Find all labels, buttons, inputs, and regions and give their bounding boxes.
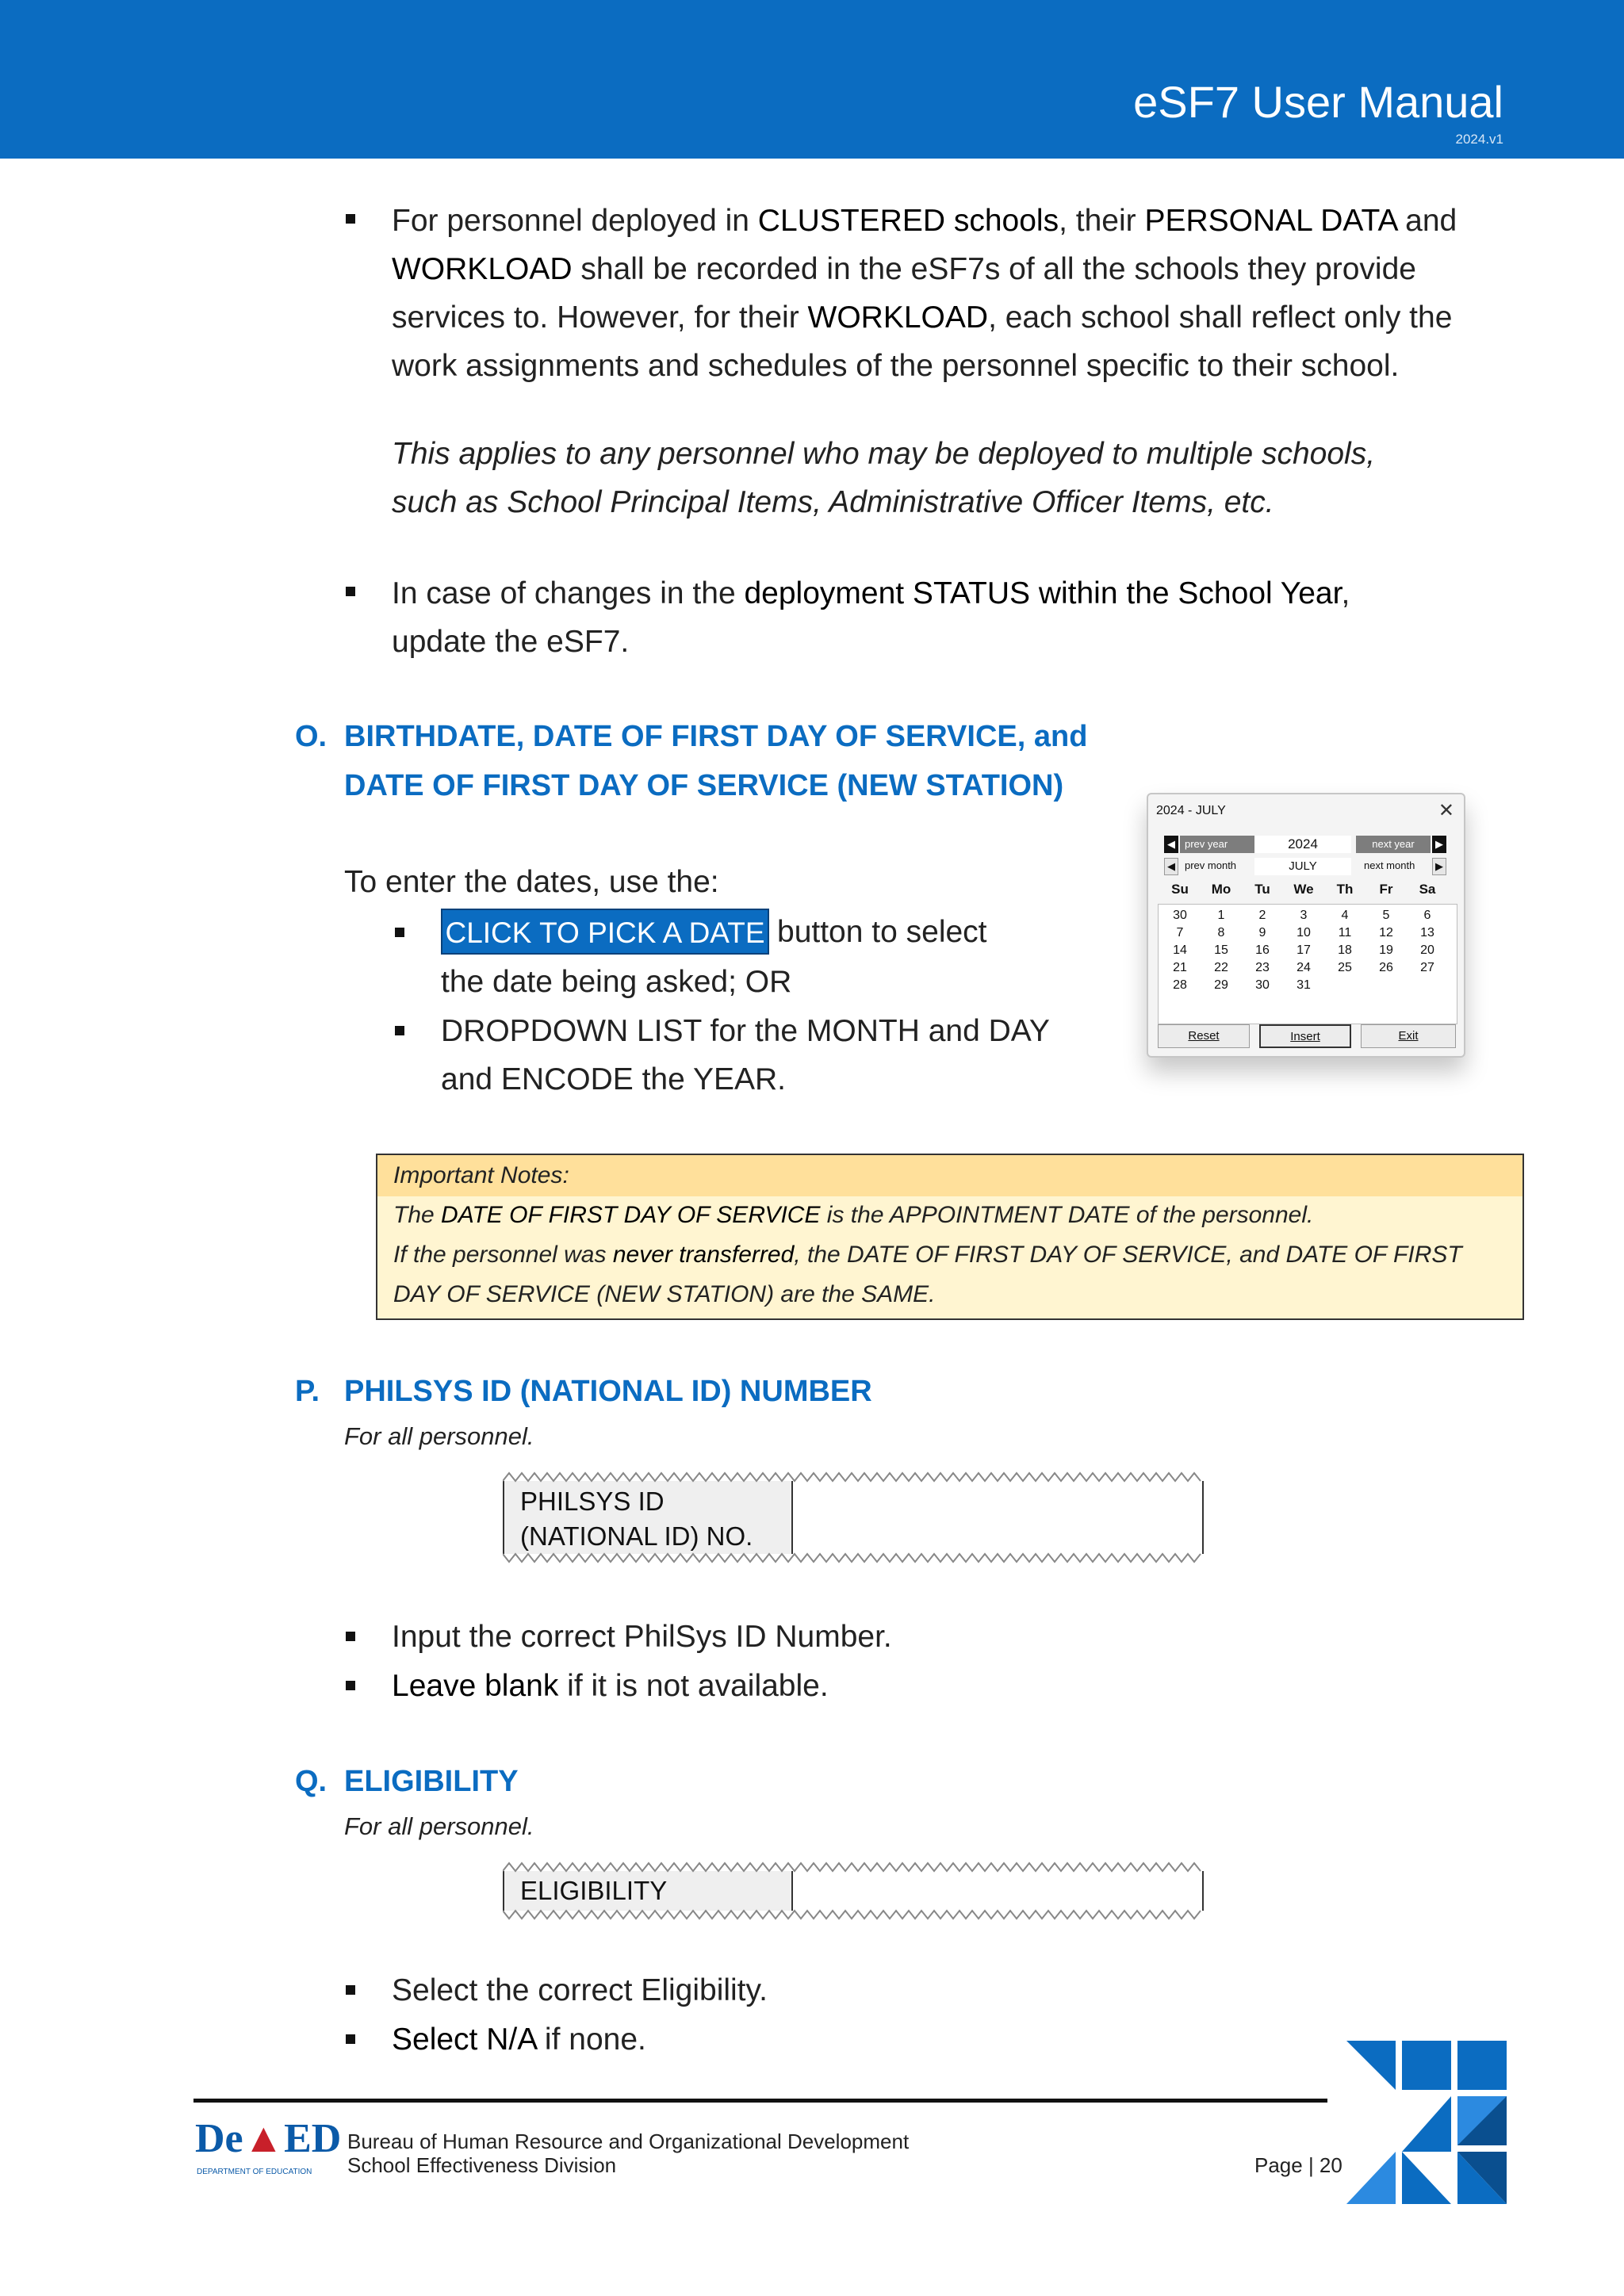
paragraph-multiple-schools-note (392, 430, 1375, 526)
calendar-day[interactable]: 17 (1297, 943, 1311, 957)
calendar-day[interactable]: 6 (1423, 909, 1431, 922)
philsys-instruction-2 (392, 1662, 829, 1710)
weekday-header: Sa (1419, 882, 1436, 897)
torn-edge-top (503, 1471, 1204, 1483)
section-o-letter: O. (295, 720, 327, 753)
text-run: and (1396, 204, 1457, 238)
emphasis-clustered: CLUSTERED schools (757, 204, 1059, 238)
month-field[interactable]: JULY (1254, 858, 1351, 875)
text-run: services to. However, for their (392, 300, 808, 335)
calendar-day[interactable]: 5 (1382, 909, 1390, 922)
section-title-line: BIRTHDATE, DATE OF FIRST DAY OF SERVICE, and (344, 720, 1088, 753)
text-line (392, 197, 1549, 245)
text-run: Important Notes (393, 1162, 563, 1188)
text-line: (NATIONAL ID) NO. (520, 1521, 753, 1551)
click-to-pick-date-button[interactable]: CLICK TO PICK A DATE (441, 909, 769, 955)
calendar-day[interactable]: 8 (1217, 926, 1225, 939)
paragraph-clustered-schools (392, 197, 1549, 390)
bullet-marker (395, 928, 404, 937)
torn-edge-bottom (503, 1552, 1204, 1563)
torch-icon: ▲ (243, 2116, 285, 2161)
important-notes-box (376, 1154, 1524, 1320)
next-month-button[interactable]: next month (1364, 859, 1415, 871)
next-year-arrow-icon[interactable]: ▶ (1432, 836, 1446, 853)
logo-wordmark (195, 2115, 341, 2162)
button-description: button to select (777, 915, 987, 949)
insert-button[interactable]: Insert (1259, 1024, 1351, 1048)
text-run: If the personnel was (393, 1242, 613, 1268)
calendar-day[interactable]: 20 (1420, 943, 1434, 957)
calendar-day[interactable]: 2 (1258, 909, 1266, 922)
text-run: For personnel deployed in (392, 204, 758, 238)
emphasis-workload: WORKLOAD (807, 300, 989, 335)
notes-heading (393, 1162, 569, 1189)
calendar-day[interactable]: 1 (1217, 909, 1225, 922)
calendar-day[interactable]: 13 (1420, 926, 1434, 939)
calendar-day[interactable]: 24 (1297, 961, 1311, 974)
eligibility-instruction-2 (392, 2015, 646, 2064)
bullet-marker (346, 1681, 355, 1690)
text-run: shall be recorded in the eSF7s of all the schools they provide (572, 252, 1416, 286)
logo-text: ED (284, 2116, 342, 2161)
eligibility-field-label: ELIGIBILITY (504, 1871, 793, 1911)
section-p-title: PHILSYS ID (NATIONAL ID) NUMBER (344, 1375, 872, 1408)
bullet-marker (346, 1985, 355, 1995)
calendar-day[interactable]: 3 (1300, 909, 1308, 922)
calendar-day[interactable]: 18 (1338, 943, 1352, 957)
emphasis-first-day-of-service: DATE OF FIRST DAY OF SERVICE (441, 1202, 821, 1228)
philsys-id-input[interactable] (795, 1481, 1201, 1554)
section-q-title: ELIGIBILITY (344, 1765, 519, 1798)
date-picker-dialog (1147, 793, 1465, 1058)
page-header-bar (0, 0, 1624, 159)
text-line (392, 569, 1350, 618)
section-p-letter: P. (295, 1375, 320, 1408)
text-line: DROPDOWN LIST for the MONTH and DAY (441, 1014, 1050, 1048)
section-title-line: DATE OF FIRST DAY OF SERVICE (NEW STATION) (344, 769, 1064, 802)
eligibility-instruction-1: Select the correct Eligibility. (392, 1973, 768, 2007)
reset-button[interactable]: Reset (1158, 1024, 1250, 1048)
bullet-marker (395, 1026, 404, 1035)
date-entry-intro: To enter the dates, use the: (344, 865, 719, 899)
document-version: 2024.v1 (1455, 132, 1503, 147)
calendar-day[interactable]: 23 (1255, 961, 1270, 974)
text-run: , the DATE OF FIRST DAY OF SERVICE, and DATE OF FIRST (794, 1242, 1462, 1268)
torn-edge-bottom (503, 1909, 1204, 1920)
calendar-day[interactable]: 11 (1338, 926, 1352, 939)
text-run: , their (1059, 204, 1145, 238)
prev-year-arrow-icon[interactable]: ◀ (1164, 836, 1178, 853)
calendar-day[interactable]: 27 (1420, 961, 1434, 974)
exit-button[interactable]: Exit (1361, 1024, 1456, 1048)
page-number: Page | 20 (1254, 2153, 1342, 2177)
text-run: In case of changes in the (392, 576, 745, 610)
prev-year-button[interactable]: prev year (1180, 836, 1254, 853)
footer-bureau-name: Bureau of Human Resource and Organizational Development (347, 2130, 910, 2153)
calendar-day[interactable]: 25 (1338, 961, 1352, 974)
section-p-subtitle: For all personnel. (344, 1422, 534, 1450)
section-q-subtitle: For all personnel. (344, 1812, 534, 1840)
next-year-button[interactable]: next year (1356, 836, 1431, 853)
prev-month-button[interactable]: prev month (1185, 859, 1237, 871)
logo-text: De (195, 2116, 243, 2161)
bullet-marker (346, 214, 355, 224)
calendar-day[interactable]: 28 (1173, 978, 1187, 992)
calendar-day[interactable]: 12 (1379, 926, 1393, 939)
text-run: , (1341, 576, 1350, 610)
text-run: The (393, 1202, 442, 1228)
text-line (392, 245, 1549, 293)
weekday-header: We (1293, 882, 1314, 897)
weekday-header: Tu (1254, 882, 1270, 897)
emphasis-never-transferred: never transferred (612, 1242, 795, 1268)
dropdown-instruction (441, 1007, 1050, 1104)
calendar-day[interactable]: 14 (1173, 943, 1187, 957)
calendar-day[interactable]: 16 (1255, 943, 1270, 957)
text-line: PHILSYS ID (520, 1487, 665, 1516)
decorative-blocks-graphic (1346, 2041, 1510, 2204)
bullet-marker (346, 1632, 355, 1641)
text-run: : (562, 1162, 569, 1188)
calendar-day[interactable]: 15 (1214, 943, 1228, 957)
calendar-day[interactable]: 31 (1297, 978, 1311, 992)
text-line: work assignments and schedules of the personnel specific to their school. (392, 349, 1400, 383)
section-q-letter: Q. (295, 1765, 327, 1798)
prev-month-arrow-icon[interactable]: ◀ (1164, 858, 1178, 875)
year-field[interactable]: 2024 (1254, 836, 1351, 853)
calendar-day[interactable]: 29 (1214, 978, 1228, 992)
emphasis-deployment-status: deployment STATUS within the School Year (744, 576, 1342, 610)
weekday-header: Th (1336, 882, 1354, 897)
calendar-day[interactable]: 22 (1214, 961, 1228, 974)
emphasis-select-na: Select N/A (392, 2022, 537, 2057)
text-line (392, 293, 1549, 342)
calendar-day[interactable]: 30 (1173, 909, 1187, 922)
calendar-day[interactable]: 9 (1258, 926, 1266, 939)
text-line: such as School Principal Items, Administrative Officer Items, etc. (392, 485, 1274, 519)
calendar-day[interactable]: 4 (1341, 909, 1349, 922)
section-o-title (344, 712, 1087, 810)
calendar-day[interactable]: 10 (1297, 926, 1311, 939)
emphasis-leave-blank: Leave blank (392, 1669, 559, 1703)
bullet-marker (346, 587, 355, 596)
emphasis-workload: WORKLOAD (392, 252, 573, 286)
calendar-day[interactable]: 7 (1176, 926, 1184, 939)
philsys-field-label (504, 1481, 793, 1554)
paragraph-status-change (392, 569, 1350, 666)
close-icon[interactable]: ✕ (1438, 800, 1454, 821)
logo-subtext: DEPARTMENT OF EDUCATION (197, 2168, 312, 2176)
note-line-1 (393, 1202, 1313, 1229)
emphasis-personal-data: PERSONAL DATA (1144, 204, 1397, 238)
note-line-3: DAY OF SERVICE (NEW STATION) are the SAME. (393, 1281, 936, 1307)
weekday-header: Su (1171, 882, 1189, 897)
note-line-2 (393, 1242, 1462, 1269)
philsys-instruction-1: Input the correct PhilSys ID Number. (392, 1620, 892, 1654)
eligibility-dropdown[interactable] (795, 1871, 1201, 1911)
text-run: , each school shall reflect only the (988, 300, 1453, 335)
calendar-day[interactable]: 26 (1379, 961, 1393, 974)
text-line: update the eSF7. (392, 625, 630, 659)
calendar-day[interactable]: 21 (1173, 961, 1187, 974)
weekday-header: Fr (1379, 882, 1393, 897)
button-description-line2: the date being asked; OR (441, 965, 792, 999)
calendar-day[interactable]: 30 (1255, 978, 1270, 992)
text-line: and ENCODE the YEAR. (441, 1062, 786, 1096)
text-line: This applies to any personnel who may be deployed to multiple schools, (392, 437, 1376, 471)
next-month-arrow-icon[interactable]: ▶ (1432, 858, 1446, 875)
deped-logo (195, 2115, 342, 2183)
bullet-marker (346, 2034, 355, 2044)
document-title: eSF7 User Manual (1133, 77, 1503, 127)
footer-division-name: School Effectiveness Division (347, 2153, 617, 2177)
text-run: if it is not available. (558, 1669, 829, 1703)
footer-rule (193, 2099, 1327, 2103)
text-run: is the APPOINTMENT DATE of the personnel. (820, 1202, 1314, 1228)
eligibility-field-snippet (503, 1871, 1204, 1911)
torn-edge-top (503, 1862, 1204, 1873)
philsys-field-snippet (503, 1481, 1204, 1554)
weekday-header: Mo (1211, 882, 1231, 897)
calendar-day[interactable]: 19 (1379, 943, 1393, 957)
text-run: if none. (536, 2022, 646, 2057)
date-picker-title: 2024 - JULY (1156, 804, 1226, 817)
